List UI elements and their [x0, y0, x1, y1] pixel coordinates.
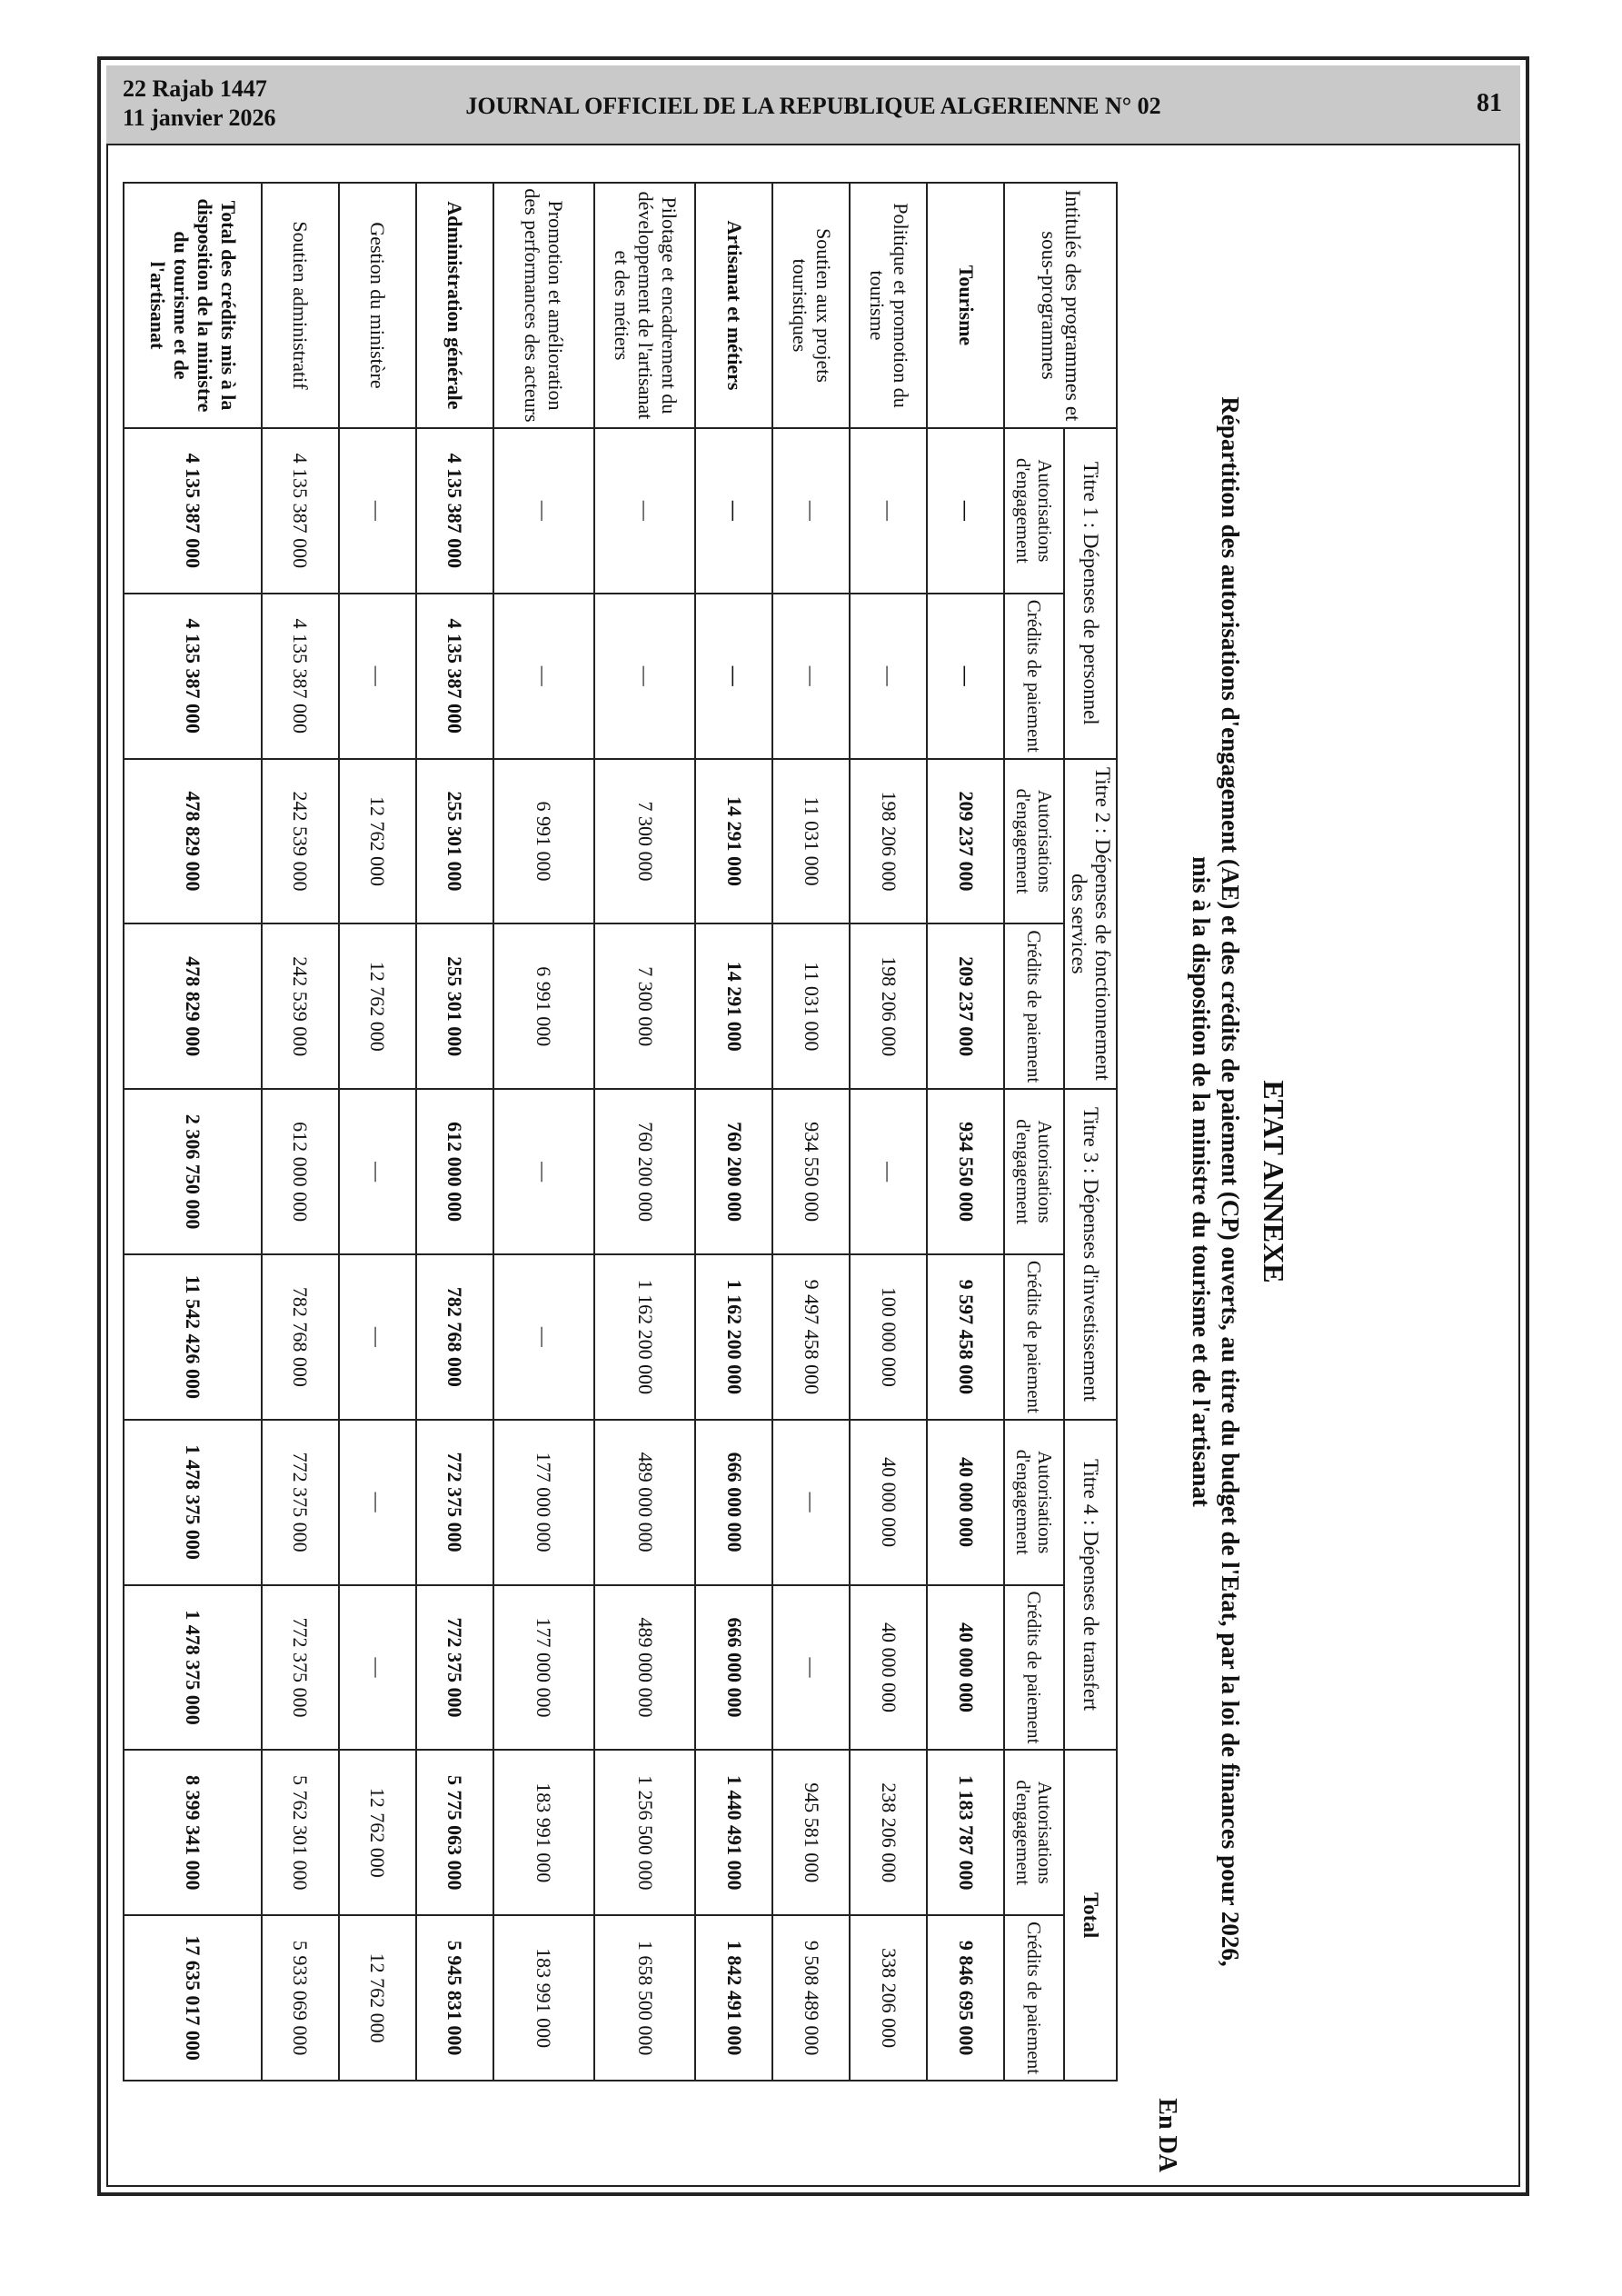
- table-cell: 40 000 000: [927, 1420, 1004, 1585]
- sub-header-cp: Crédits de paiement: [1004, 923, 1064, 1089]
- table-cell: 338 206 000: [850, 1915, 927, 2081]
- row-label: Pilotage et encadrement du développement de l'artisanat et des métiers: [594, 183, 695, 428]
- table-row: [695, 183, 772, 2081]
- table-cell: —: [493, 594, 594, 759]
- sub-header-cp: Crédits de paiement: [1004, 1915, 1064, 2081]
- table-cell: 177 000 000: [493, 1585, 594, 1751]
- group-header: Titre 4 : Dépenses de transfert: [1064, 1420, 1117, 1751]
- table-row: [339, 183, 416, 2081]
- table-cell: 12 762 000: [339, 1915, 416, 2081]
- table-cell: —: [772, 594, 850, 759]
- group-header: Total: [1064, 1750, 1117, 2081]
- sub-header-cp: Crédits de paiement: [1004, 1585, 1064, 1751]
- hijri-date: 22 Rajab 1447: [123, 75, 267, 102]
- table-row: [124, 183, 262, 2081]
- table-row: [772, 183, 850, 2081]
- table-cell: —: [339, 1089, 416, 1254]
- table-cell: —: [493, 1089, 594, 1254]
- rotated-content: [127, 182, 1290, 2181]
- table-cell: 4 135 387 000: [416, 594, 493, 759]
- table-cell: 198 206 000: [850, 759, 927, 924]
- table-cell: 255 301 000: [416, 759, 493, 924]
- table-cell: 9 846 695 000: [927, 1915, 1004, 2081]
- table-cell: 934 550 000: [927, 1089, 1004, 1254]
- sub-header-ae: Autorisations d'engagement: [1004, 428, 1064, 594]
- subtitle-line-2: mis à la disposition de la ministre du tourisme et de l'artisanat: [1188, 856, 1215, 1507]
- journal-header: [106, 65, 1520, 145]
- table-cell: 760 200 000: [695, 1089, 772, 1254]
- table-cell: 9 497 458 000: [772, 1254, 850, 1420]
- table-cell: 1 842 491 000: [695, 1915, 772, 2081]
- table-cell: 2 306 750 000: [124, 1089, 262, 1254]
- table-cell: 478 829 000: [124, 759, 262, 924]
- table-cell: 4 135 387 000: [262, 428, 339, 594]
- table-cell: 183 991 000: [493, 1915, 594, 2081]
- table-cell: 12 762 000: [339, 759, 416, 924]
- table-cell: 7 300 000: [594, 923, 695, 1089]
- table-cell: 11 031 000: [772, 759, 850, 924]
- table-cell: 478 829 000: [124, 923, 262, 1089]
- table-cell: 14 291 000: [695, 759, 772, 924]
- table-cell: 1 183 787 000: [927, 1750, 1004, 1915]
- table-cell: 760 200 000: [594, 1089, 695, 1254]
- document-subtitle: [1187, 255, 1245, 2109]
- sub-header-cp: Crédits de paiement: [1004, 1254, 1064, 1420]
- table-cell: 934 550 000: [772, 1089, 850, 1254]
- table-cell: 209 237 000: [927, 759, 1004, 924]
- table-row: [850, 183, 927, 2081]
- row-label: Gestion du ministère: [339, 183, 416, 428]
- table-cell: 7 300 000: [594, 759, 695, 924]
- table-cell: 242 539 000: [262, 923, 339, 1089]
- row-label: Total des crédits mis à la disposition de la ministre du tourisme et de l'artisanat: [124, 183, 262, 428]
- table-cell: 100 000 000: [850, 1254, 927, 1420]
- table-cell: —: [493, 428, 594, 594]
- row-label: Soutien aux projets touristiques: [772, 183, 850, 428]
- currency-unit: En DA: [1153, 2098, 1181, 2172]
- table-cell: 12 762 000: [339, 923, 416, 1089]
- table-cell: 612 000 000: [416, 1089, 493, 1254]
- table-row: [493, 183, 594, 2081]
- table-cell: —: [339, 1585, 416, 1751]
- table-cell: 4 135 387 000: [262, 594, 339, 759]
- table-cell: —: [772, 428, 850, 594]
- group-header: Titre 3 : Dépenses d'investissement: [1064, 1089, 1117, 1420]
- table-cell: 945 581 000: [772, 1750, 850, 1915]
- table-cell: —: [339, 594, 416, 759]
- table-cell: 40 000 000: [850, 1420, 927, 1585]
- table-cell: 772 375 000: [416, 1585, 493, 1751]
- table-cell: —: [850, 1089, 927, 1254]
- table-cell: 1 256 500 000: [594, 1750, 695, 1915]
- table-row: [416, 183, 493, 2081]
- table-cell: 255 301 000: [416, 923, 493, 1089]
- label-header: Intitulés des programmes et sous-programmes: [1004, 183, 1117, 428]
- table-row: [927, 183, 1004, 2081]
- sub-header-ae: Autorisations d'engagement: [1004, 1089, 1064, 1254]
- table-cell: 666 000 000: [695, 1420, 772, 1585]
- table-cell: 11 031 000: [772, 923, 850, 1089]
- table-cell: 209 237 000: [927, 923, 1004, 1089]
- table-cell: 238 206 000: [850, 1750, 927, 1915]
- table-cell: 40 000 000: [927, 1585, 1004, 1751]
- table-cell: 782 768 000: [416, 1254, 493, 1420]
- table-cell: 1 162 200 000: [695, 1254, 772, 1420]
- journal-title: JOURNAL OFFICIEL DE LA REPUBLIQUE ALGERIENNE N° 02: [465, 93, 1161, 119]
- table-cell: —: [493, 1254, 594, 1420]
- table-cell: 772 375 000: [262, 1585, 339, 1751]
- gregorian-date: 11 janvier 2026: [123, 105, 276, 131]
- table-cell: 1 658 500 000: [594, 1915, 695, 2081]
- table-cell: 5 775 063 000: [416, 1750, 493, 1915]
- table-cell: 183 991 000: [493, 1750, 594, 1915]
- table-cell: 772 375 000: [262, 1420, 339, 1585]
- table-cell: 4 135 387 000: [416, 428, 493, 594]
- row-label: Tourisme: [927, 183, 1004, 428]
- table-cell: —: [927, 428, 1004, 594]
- table-cell: 11 542 426 000: [124, 1254, 262, 1420]
- table-cell: 8 399 341 000: [124, 1750, 262, 1915]
- sub-header-cp: Crédits de paiement: [1004, 594, 1064, 759]
- table-cell: 489 000 000: [594, 1420, 695, 1585]
- table-row: [262, 183, 339, 2081]
- table-cell: 198 206 000: [850, 923, 927, 1089]
- table-cell: —: [339, 1420, 416, 1585]
- table-cell: 782 768 000: [262, 1254, 339, 1420]
- table-cell: 772 375 000: [416, 1420, 493, 1585]
- table-cell: 489 000 000: [594, 1585, 695, 1751]
- table-cell: 1 478 375 000: [124, 1585, 262, 1751]
- row-label: Administration générale: [416, 183, 493, 428]
- table-cell: —: [695, 594, 772, 759]
- row-label: Soutien administratif: [262, 183, 339, 428]
- table-cell: 4 135 387 000: [124, 428, 262, 594]
- table-cell: 17 635 017 000: [124, 1915, 262, 2081]
- table-cell: 40 000 000: [850, 1585, 927, 1751]
- table-cell: 666 000 000: [695, 1585, 772, 1751]
- table-cell: —: [695, 428, 772, 594]
- table-body: [124, 183, 1004, 2081]
- row-label: Politique et promotion du tourisme: [850, 183, 927, 428]
- page-number: 81: [1477, 89, 1502, 117]
- table-cell: 612 000 000: [262, 1089, 339, 1254]
- table-cell: 1 478 375 000: [124, 1420, 262, 1585]
- table-cell: —: [772, 1420, 850, 1585]
- table-cell: 5 762 301 000: [262, 1750, 339, 1915]
- row-label: Artisanat et métiers: [695, 183, 772, 428]
- table-cell: 5 945 831 000: [416, 1915, 493, 2081]
- document-heading: ETAT ANNEXE: [1258, 1080, 1290, 1283]
- table-cell: —: [850, 428, 927, 594]
- sub-header-ae: Autorisations d'engagement: [1004, 759, 1064, 924]
- table-cell: —: [594, 428, 695, 594]
- table-sub-header-row: [1004, 183, 1064, 2081]
- table-cell: —: [927, 594, 1004, 759]
- sub-header-ae: Autorisations d'engagement: [1004, 1750, 1064, 1915]
- table-cell: 12 762 000: [339, 1750, 416, 1915]
- group-header: Titre 1 : Dépenses de personnel: [1064, 428, 1117, 759]
- table-cell: 1 162 200 000: [594, 1254, 695, 1420]
- table-cell: 1 440 491 000: [695, 1750, 772, 1915]
- table-cell: 4 135 387 000: [124, 594, 262, 759]
- table-cell: 242 539 000: [262, 759, 339, 924]
- table-row: [594, 183, 695, 2081]
- table-cell: 6 991 000: [493, 923, 594, 1089]
- table-cell: 9 597 458 000: [927, 1254, 1004, 1420]
- table-group-header-row: [1064, 183, 1117, 2081]
- table-cell: —: [772, 1585, 850, 1751]
- sub-header-ae: Autorisations d'engagement: [1004, 1420, 1064, 1585]
- table-cell: —: [850, 594, 927, 759]
- subtitle-line-1: Répartition des autorisations d'engagement (AE) et des crédits de paiement (CP) ouverts, au titre du budget de l'Etat, par la loi de finances pour 2026,: [1217, 396, 1244, 1967]
- table-cell: —: [339, 428, 416, 594]
- table-cell: —: [339, 1254, 416, 1420]
- table-cell: 5 933 069 000: [262, 1915, 339, 2081]
- budget-table: [123, 182, 1118, 2081]
- table-cell: 6 991 000: [493, 759, 594, 924]
- table-cell: 14 291 000: [695, 923, 772, 1089]
- row-label: Promotion et amélioration des performances des acteurs: [493, 183, 594, 428]
- table-cell: —: [594, 594, 695, 759]
- table-cell: 177 000 000: [493, 1420, 594, 1585]
- table-cell: 9 508 489 000: [772, 1915, 850, 2081]
- group-header: Titre 2 : Dépenses de fonctionnement des services: [1064, 759, 1117, 1090]
